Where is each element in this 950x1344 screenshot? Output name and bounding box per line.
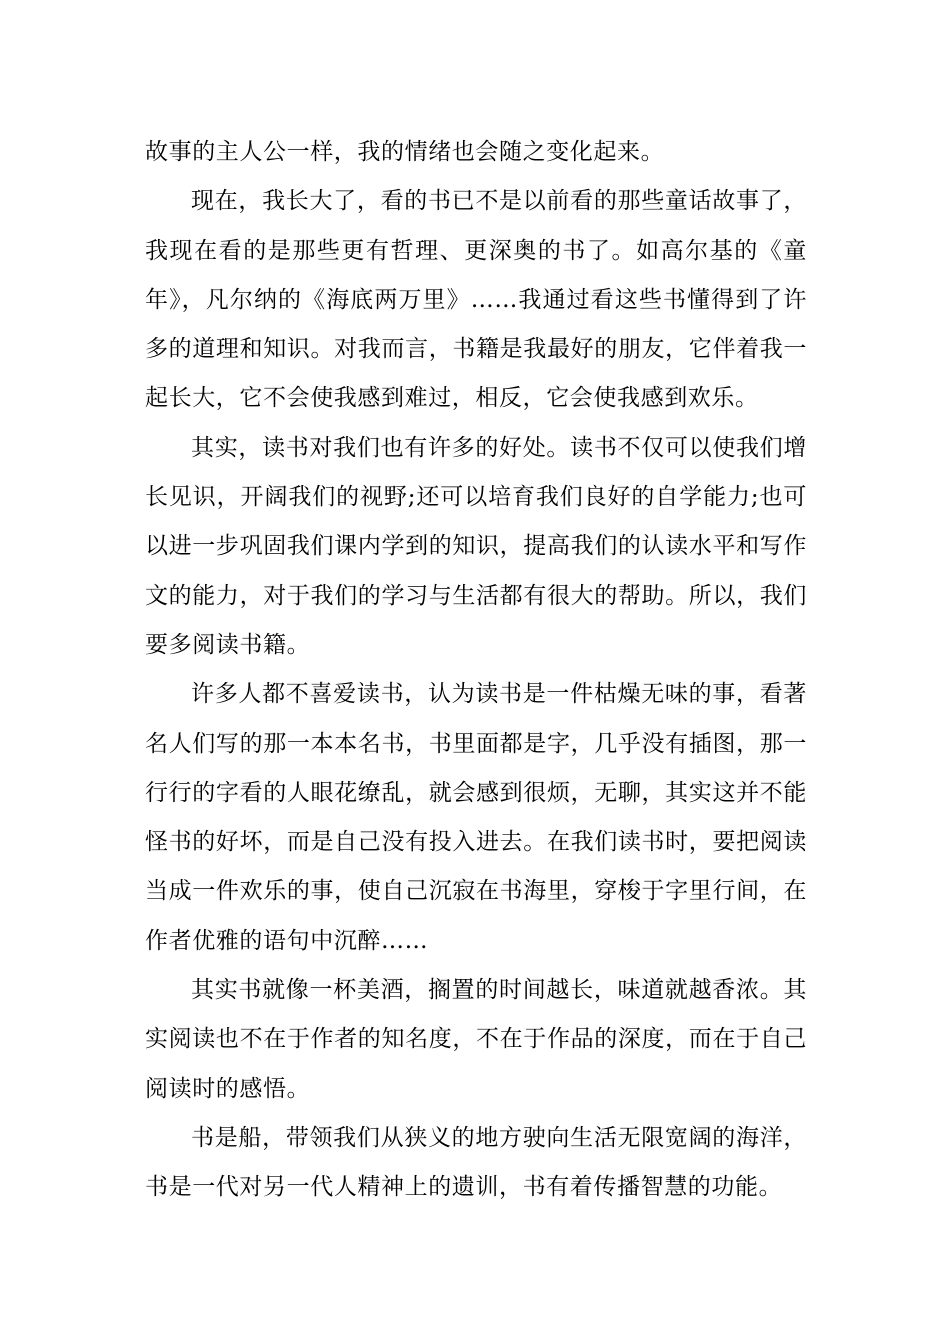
- paragraph-1: 故事的主人公一样，我的情绪也会随之变化起来。: [145, 139, 665, 165]
- paragraph-4: 许多人都不喜爱读书，认为读书是一件枯燥无味的事，看著名人们写的那一本本名书，书里面都是字，几乎没有插图，那一行行的字看的人眼花缭乱，就会感到很烦，无聊，其实这并不能怪书的好坏，而是自己没有投入进去。在我们读书时，要把阅读当成一件欢乐的事，使自己沉寂在书海里，穿梭于字里行间，在作者优雅的语句中沉醉……: [145, 681, 807, 954]
- paragraph-2: 现在，我长大了，看的书已不是以前看的那些童话故事了，我现在看的是那些更有哲理、更深奥的书了。如高尔基的《童年》，凡尔纳的《海底两万里》……我通过看这些书懂得到了许多的道理和知识。对我而言，书籍是我最好的朋友，它伴着我一起长大，它不会使我感到难过，相反，它会使我感到欢乐。: [145, 188, 807, 412]
- paragraph-5: 其实书就像一杯美酒，搁置的时间越长，味道就越香浓。其实阅读也不在于作者的知名度，不在于作品的深度，而在于自己阅读时的感悟。: [145, 977, 807, 1102]
- document-body: [145, 128, 807, 1213]
- paragraph-3: 其实，读书对我们也有许多的好处。读书不仅可以使我们增长见识，开阔我们的视野;还可以培育我们良好的自学能力;也可以进一步巩固我们课内学到的知识，提高我们的认读水平和写作文的能力，对于我们的学习与生活都有很大的帮助。所以，我们要多阅读书籍。: [145, 434, 807, 658]
- paragraph-6: 书是船，带领我们从狭义的地方驶向生活无限宽阔的海洋，书是一代对另一代人精神上的遗训，书有着传播智慧的功能。: [145, 1124, 807, 1201]
